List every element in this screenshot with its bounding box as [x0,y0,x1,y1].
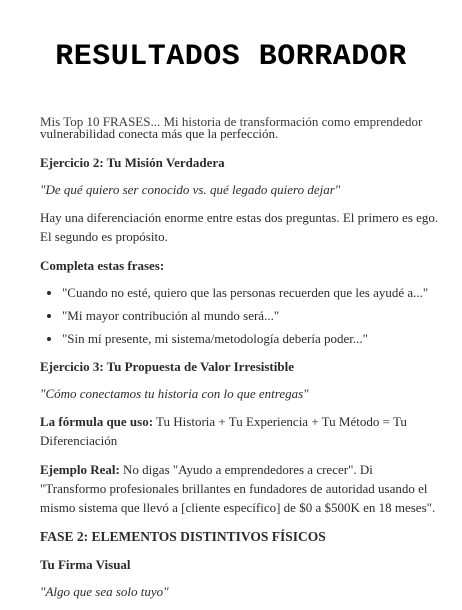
example-paragraph [40,460,440,517]
exercise-3-heading: Ejercicio 3: Tu Propuesta de Valor Irresistible [40,359,294,374]
visual-signature-heading: Tu Firma Visual [40,557,131,572]
exercise-3-quote: "Cómo conectamos tu historia con lo que entregas" [40,386,309,401]
phase-2-heading: FASE 2: ELEMENTOS DISTINTIVOS FÍSICOS [40,529,326,544]
document-body [40,112,440,610]
formula-text: Tu Historia + Tu Experiencia + Tu Método = Tu Diferenciación [40,414,407,448]
exercise-2-quote: "De qué quiero ser conocido vs. qué legado quiero dejar" [40,182,341,197]
cropped-top-line [40,112,440,129]
phrases-list [40,283,440,348]
visual-signature-quote: "Algo que sea solo tuyo" [40,584,169,599]
formula-label: La fórmula que uso: [40,414,154,429]
example-text: No digas "Ayudo a emprendedores a crecer". Di "Transformo profesionales brillantes en fundadores de autoridad usando el mismo sistema que llevó a [cliente específico] de $0 a $500K en 18 meses". [40,462,436,515]
list-item: • "Mi mayor contribución al mundo será..." [62,306,440,325]
draft-results-banner: RESULTADOS BORRADOR [55,40,407,74]
paragraph-vulnerability: vulnerabilidad conecta más que la perfección. [40,126,279,141]
example-label: Ejemplo Real: [40,462,120,477]
complete-phrases-heading: Completa estas frases: [40,258,165,273]
exercise-2-heading: Ejercicio 2: Tu Misión Verdadera [40,155,225,170]
cropped-text: Mis Top 10 FRASES... Mi historia de transformación como emprendedor [40,114,423,129]
list-item: • "Cuando no esté, quiero que las personas recuerden que les ayudé a..." [62,283,440,302]
formula-paragraph [40,412,440,450]
exercise-2-body: Hay una diferenciación enorme entre estas dos preguntas. El primero es ego. El segundo es propósito. [40,210,439,244]
list-item: • "Sin mí presente, mi sistema/metodología debería poder..." [62,329,440,348]
